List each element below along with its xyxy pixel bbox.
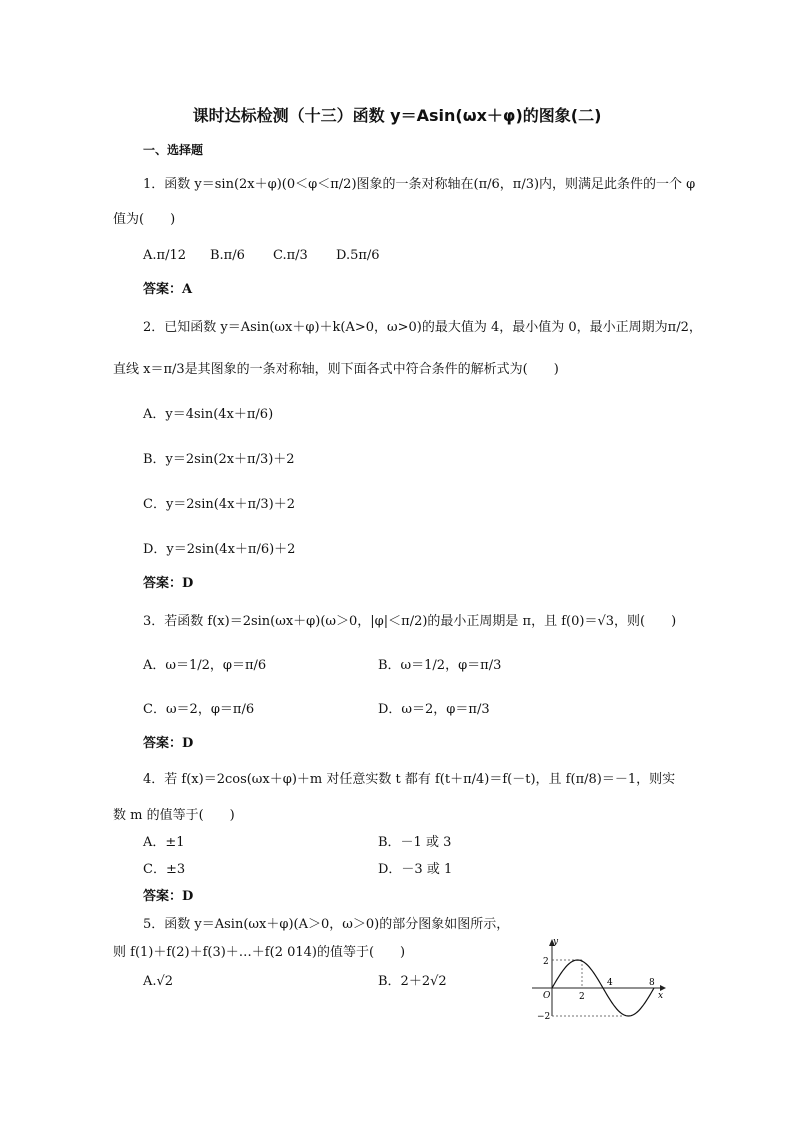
q1-option-c: C.π/3 (273, 248, 308, 263)
q3-option-d: D．ω＝2，φ＝π/3 (378, 702, 490, 717)
page-title: 课时达标检测（十三）函数 y＝Asin(ωx＋φ)的图象(二) (192, 106, 602, 125)
section-heading: 一、选择题 (143, 143, 204, 157)
q4-option-c: C．±3 (143, 862, 186, 877)
q1-option-b: B.π/6 (210, 248, 245, 263)
question-3-stem: 3．若函数 f(x)＝2sin(ωx＋φ)(ω＞0，|φ|＜π/2)的最小正周期是 π，且 f(0)＝√3，则( ) (143, 614, 677, 629)
tick-x-4: 4 (607, 978, 613, 988)
q3-option-c: C．ω＝2，φ＝π/6 (143, 702, 255, 717)
q2-option-c: C．y＝2sin(4x＋π/3)＋2 (143, 497, 295, 512)
question-5-stem-cont: 则 f(1)＋f(2)＋f(3)＋…＋f(2 014)的值等于( ) (113, 945, 406, 960)
question-4-stem-cont: 数 m 的值等于( ) (113, 808, 235, 823)
q3-option-a: A．ω＝1/2，φ＝π/6 (143, 658, 267, 673)
q4-answer: 答案：D (143, 889, 194, 904)
q4-option-d: D．－3 或 1 (378, 862, 453, 877)
q1-answer: 答案：A (143, 282, 193, 297)
tick-y-2: 2 (543, 957, 549, 967)
tick-x-8: 8 (649, 978, 655, 988)
tick-y-neg2: −2 (537, 1012, 551, 1020)
question-2-stem: 2．已知函数 y＝Asin(ωx＋φ)＋k(A>0，ω>0)的最大值为 4，最小值为 0，最小正周期为π/2， (143, 320, 702, 335)
question-1-stem: 1．函数 y＝sin(2x＋φ)(0＜φ＜π/2)图象的一条对称轴在(π/6，π/3)内，则满足此条件的一个 φ (143, 177, 696, 192)
q2-answer: 答案：D (143, 576, 194, 591)
q1-option-a: A.π/12 (143, 248, 186, 263)
question-5-stem: 5．函数 y＝Asin(ωx＋φ)(A＞0，ω＞0)的部分图象如图所示， (143, 917, 510, 932)
q3-option-b: B．ω＝1/2，φ＝π/3 (378, 658, 502, 673)
q4-option-b: B．－1 或 3 (378, 835, 452, 850)
y-axis-label: y (553, 937, 559, 947)
q2-option-d: D．y＝2sin(4x＋π/6)＋2 (143, 542, 296, 557)
q1-option-d: D.5π/6 (336, 248, 380, 263)
q4-option-a: A．±1 (143, 835, 185, 850)
question-4-stem: 4．若 f(x)＝2cos(ωx＋φ)＋m 对任意实数 t 都有 f(t＋π/4)＝f(－t)，且 f(π/8)＝－1，则实 (143, 772, 676, 787)
question-2-stem-cont: 直线 x＝π/3是其图象的一条对称轴，则下面各式中符合条件的解析式为( ) (113, 362, 559, 377)
x-axis-label: x (658, 991, 664, 1001)
q3-answer: 答案：D (143, 736, 194, 751)
q5-option-b: B．2＋2√2 (378, 974, 447, 989)
q5-option-a: A.√2 (143, 974, 174, 989)
question-1-stem-cont: 值为( ) (113, 212, 176, 227)
origin-label: O (543, 991, 551, 1001)
sine-graph (528, 936, 668, 1020)
tick-x-2: 2 (579, 992, 585, 1002)
q2-option-b: B．y＝2sin(2x＋π/3)＋2 (143, 452, 295, 467)
q2-option-a: A．y＝4sin(4x＋π/6) (143, 407, 274, 422)
